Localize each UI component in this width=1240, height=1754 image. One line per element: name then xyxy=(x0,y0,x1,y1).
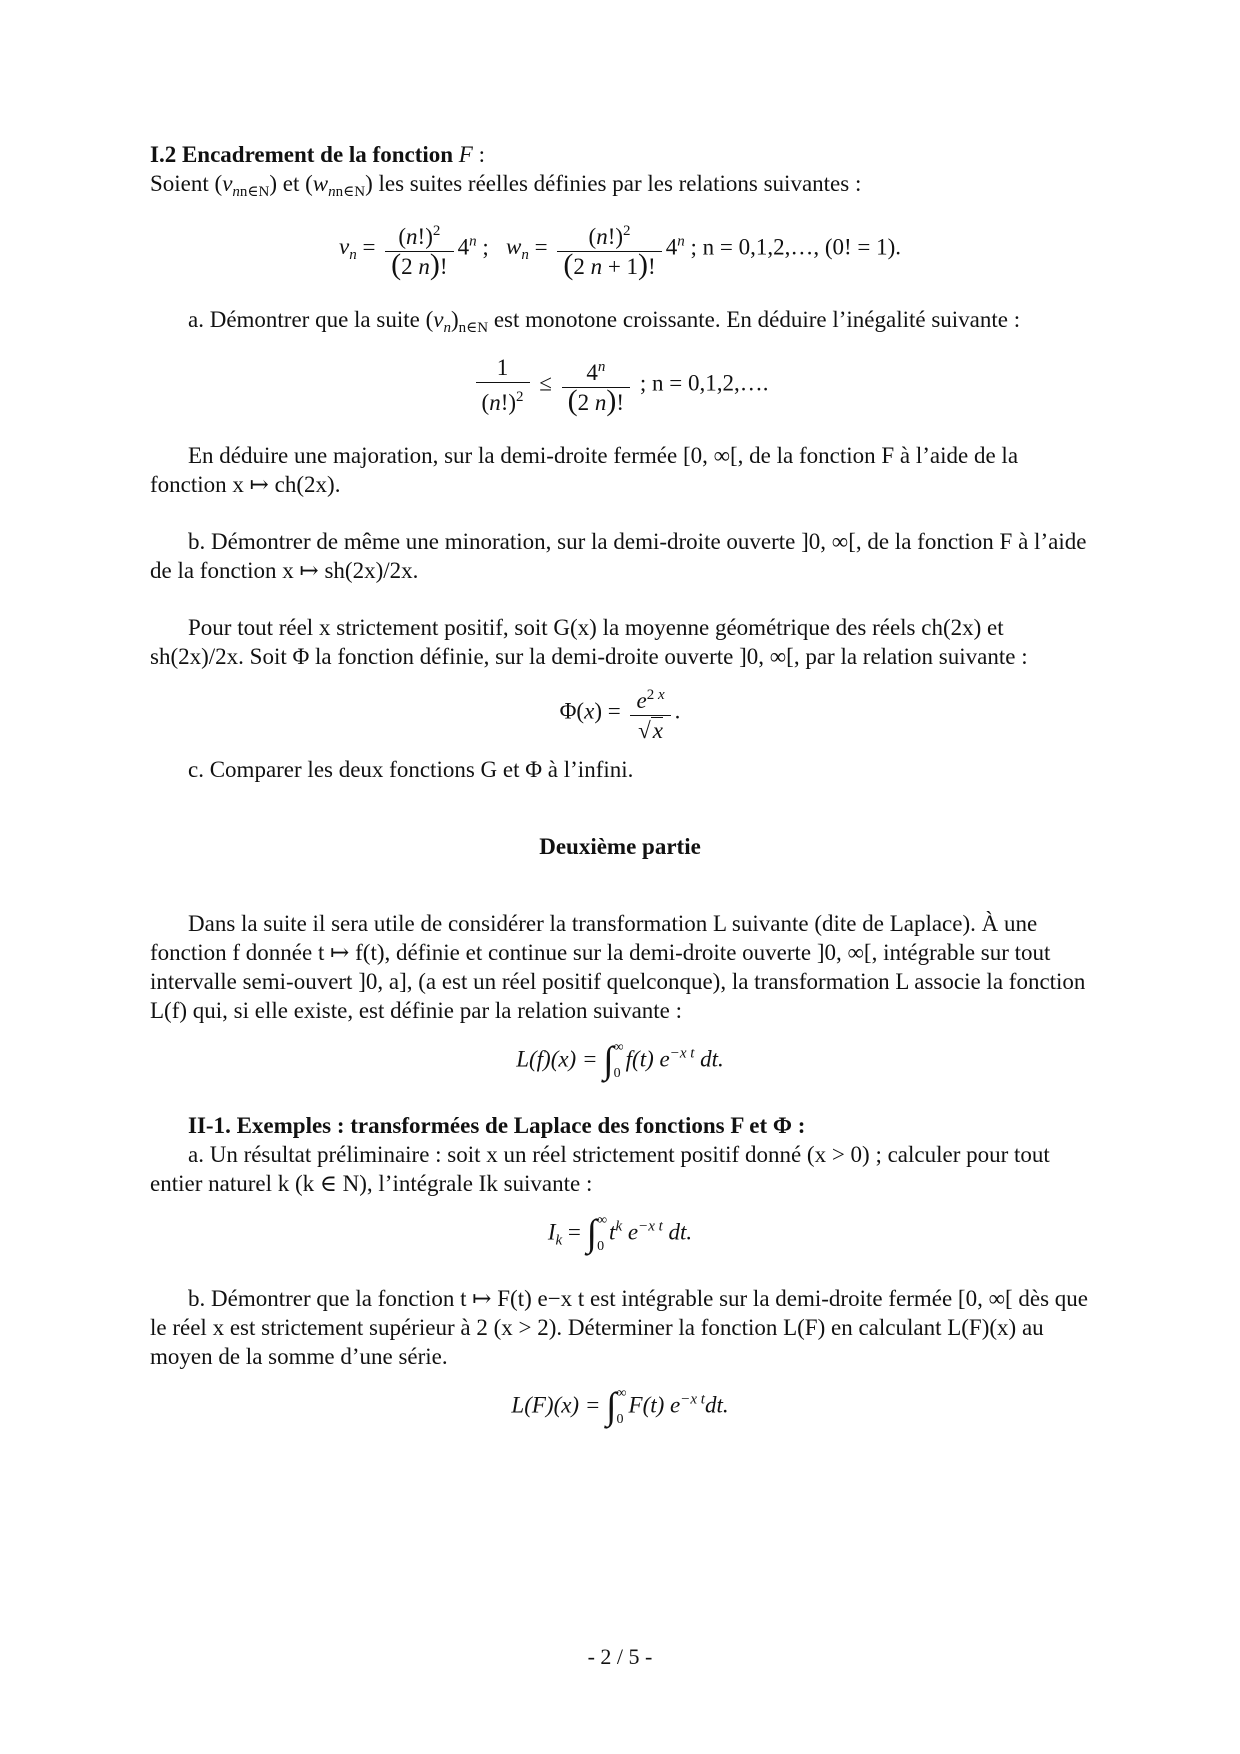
var-w: w xyxy=(312,171,329,196)
lf-end: dt. xyxy=(704,1392,729,1418)
question-a: a. Démontrer que la suite $(v_n)_{n\in N}$ est monotone croissante. En déduire l’inégalité suivante : xyxy=(188,307,1021,336)
sub-n-v: n xyxy=(232,184,240,200)
eq-def-tail: ; n = 0,1,2,…, (0! = 1). xyxy=(690,234,902,260)
page-number: - 2 / 5 - xyxy=(587,1644,653,1669)
question-ii1-a: a. Un résultat préliminaire : soit x un réel strictement positif donné (x > 0) ; calculer pour tout entier naturel k (k ∈ N), l’intégrale Ik suivante : xyxy=(150,1142,1050,1196)
lf-lhs: L(F)(x) = xyxy=(511,1392,601,1418)
sub-n-w: n xyxy=(328,184,336,200)
laplace-intro: Dans la suite il sera utile de considérer la transformation L suivante (dite de Laplace). À une fonction f donnée t ↦ f(t), définie et continue sur la demi-droite ouverte ]0, ∞[, intégrable sur tout intervalle semi-ouvert ]0, a], (a est un réel positif quelconque), la transformation L associe la fonction L(f) qui, si elle existe, est définie par la relation suivante : xyxy=(150,911,1086,1023)
ik-lhs: I xyxy=(547,1219,556,1245)
laplace-end: dt. xyxy=(694,1046,724,1072)
deduce-paragraph: En déduire une majoration, sur la demi-droite fermée [0, ∞[, de la fonction F à l’aide de la fonction x ↦ ch(2x). xyxy=(150,443,1019,497)
heading-prefix: I xyxy=(150,142,159,167)
equation-phi: Φ(x) = $\frac{e^{2 x}}{√x}$ . xyxy=(150,681,1090,745)
section-heading-i2 xyxy=(150,140,1090,169)
qa-part-2: est monotone croissante. En déduire l’inégalité suivante : xyxy=(488,307,1021,332)
laplace-exp: −x t xyxy=(669,1045,695,1062)
heading-num: II-1 xyxy=(188,1113,226,1138)
equation-lf: L(F)(x) = ∫ ∞ 0 F(t) $e^{-x t}dt$. xyxy=(511,1385,729,1428)
qa-part-1: a. Démontrer que la suite ( xyxy=(188,307,434,332)
equation-laplace: L(f)(x) = ∫ ∞ 0 f(t) $e^{-x t}$ dt. xyxy=(516,1039,724,1082)
question-b: b. Démontrer de même une minoration, sur la demi-droite ouverte ]0, ∞[, de la fonction F à l’aide de la fonction x ↦ sh(2x)/2x. xyxy=(150,529,1087,583)
equation-ik: $I_k$ = ∫ ∞ 0 $t^k$ $e^{-x t}$ dt. xyxy=(547,1212,693,1255)
equation-vn-wn: $v_n$ = $\frac{(n!)^2}{(2 n)!}$ 4$^n$ ; $w_n$ = $\frac{(n!)^2}{(2 n + 1)!}$ 4$^n$ ; n = 0,1,2,…, (0! = 1). xyxy=(150,217,1090,281)
heading-ii1-text: . Exemples : transformées de Laplace des fonctions F et Φ : xyxy=(225,1113,806,1138)
fraction-vn: $\frac{(n!)^2}{(2 n)!}$ xyxy=(385,217,453,281)
paragraph-g-phi: Pour tout réel x strictement positif, soit G(x) la moyenne géométrique des réels ch(2x) et sh(2x)/2x. Soit Φ la fonction définie, sur la demi-droite ouverte ]0, ∞[, par la relation suivante : xyxy=(150,615,1028,669)
intro-part-2: ) et ( xyxy=(269,171,313,196)
ik-end: dt. xyxy=(662,1219,693,1245)
eq-wn-lhs: $w_n$ xyxy=(505,234,529,264)
question-ii1-b: b. Démontrer que la fonction t ↦ F(t) e−x t est intégrable sur la demi-droite fermée [0, ∞[ dès que le réel x est strictement supérieur à 2 (x > 2). Déterminer la fonction L(F) en calculant L(F)(x) au moyen de la somme d’une série. xyxy=(150,1286,1088,1369)
section-heading-ii1 xyxy=(150,1111,1090,1140)
equation-inequality: $\frac{1}{(n!)^2}$ ≤ $\frac{4^n}{(2 n)!}$ ; n = 0,1,2,…. xyxy=(150,353,1090,417)
heading-var: F xyxy=(458,142,473,167)
page-content xyxy=(150,140,1090,1443)
heading-text: .2 Encadrement de la fonction xyxy=(158,142,454,167)
intro-part-1: Soient ( xyxy=(150,171,223,196)
ineq-tail: ; n = 0,1,2,…. xyxy=(639,370,769,396)
index-set-w: n∈N xyxy=(335,184,366,200)
laplace-lhs: L(f)(x) = xyxy=(516,1046,598,1072)
fraction-phi: $\frac{e^{2 x}}{√x}$ xyxy=(630,681,670,745)
intro-part-3: ) les suites réelles définies par les relations suivantes : xyxy=(365,171,862,196)
part-title: Deuxième partie xyxy=(539,834,701,859)
lf-exp: −x t xyxy=(680,1391,705,1408)
question-c: c. Comparer les deux fonctions G et Φ à l’infini. xyxy=(188,757,634,782)
heading-suffix: : xyxy=(472,142,485,167)
intro-line xyxy=(150,169,1090,207)
ik-rhs: e xyxy=(622,1219,639,1245)
fraction-inv-fact: $\frac{1}{(n!)^2}$ xyxy=(476,353,530,417)
fraction-4n: $\frac{4^n}{(2 n)!}$ xyxy=(562,353,630,417)
fraction-wn: $\frac{(n!)^2}{(2 n + 1)!}$ xyxy=(557,217,661,281)
lf-rhs: F(t) e xyxy=(628,1392,681,1418)
eq-vn-lhs: $v_n$ xyxy=(338,234,357,264)
var-v: v xyxy=(222,171,233,196)
index-set-v: n∈N xyxy=(239,184,270,200)
laplace-rhs: f(t) e xyxy=(625,1046,670,1072)
ik-exp: −x t xyxy=(638,1218,663,1235)
